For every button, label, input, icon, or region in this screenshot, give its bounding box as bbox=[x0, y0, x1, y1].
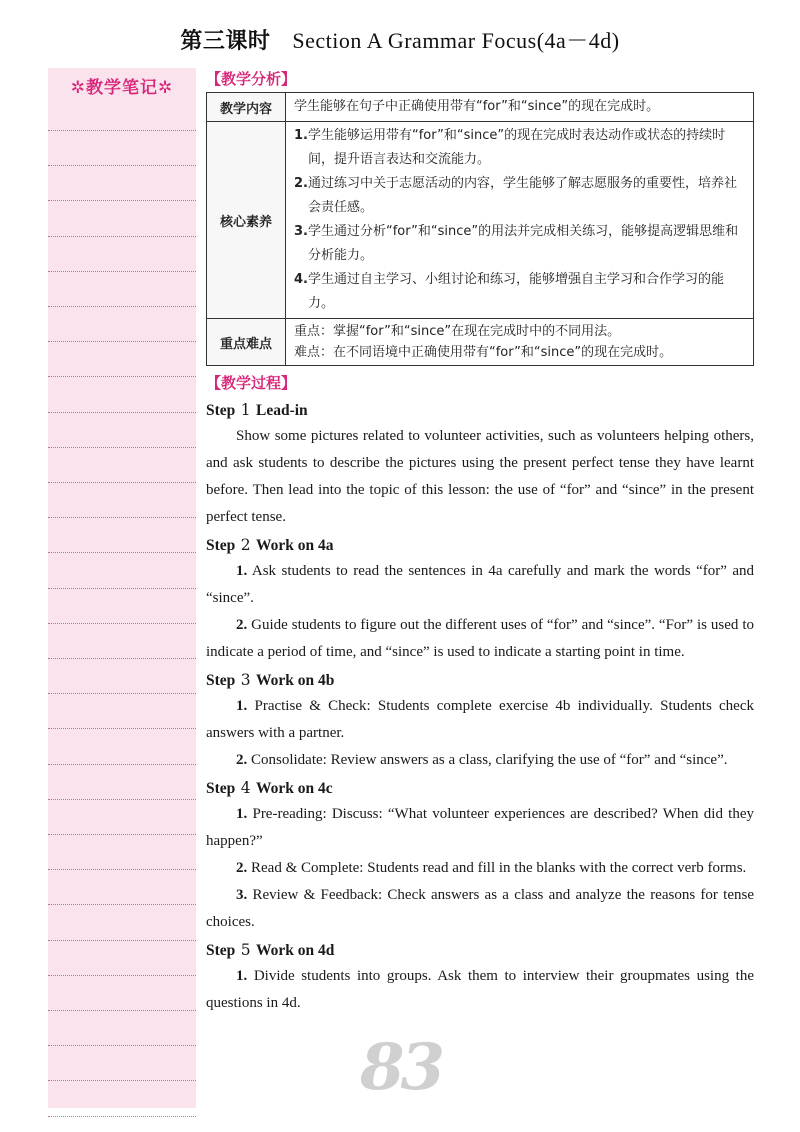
notes-line bbox=[48, 940, 196, 941]
paragraph-number: 3. bbox=[236, 887, 248, 903]
step-name: Work on 4a bbox=[255, 537, 334, 554]
notes-line bbox=[48, 728, 196, 729]
key-point: 重点：掌握“for”和“since”在现在完成时中的不同用法。 bbox=[294, 324, 621, 339]
paragraph-number: 1. bbox=[236, 698, 248, 714]
page-number: 83 bbox=[360, 1030, 442, 1105]
step-word: Step bbox=[206, 780, 236, 797]
notes-line bbox=[48, 799, 196, 800]
step-name: Lead-in bbox=[255, 402, 308, 419]
paragraph-number: 2. bbox=[236, 617, 248, 633]
notes-line bbox=[48, 200, 196, 201]
notes-line bbox=[48, 482, 196, 483]
notes-line bbox=[48, 904, 196, 905]
core-item-text: 学生通过分析“for”和“since”的用法并完成相关练习，能够提高逻辑思维和分析能力。 bbox=[308, 224, 739, 263]
step-number: 5 bbox=[240, 941, 251, 959]
notes-line bbox=[48, 165, 196, 166]
step-paragraph bbox=[206, 801, 754, 855]
notes-line bbox=[48, 975, 196, 976]
step-name: Work on 4b bbox=[255, 672, 335, 689]
step-number: 3 bbox=[240, 671, 251, 689]
core-item-text: 学生通过自主学习、小组讨论和练习，能够增强自主学习和合作学习的能力。 bbox=[308, 272, 725, 311]
paragraph-text: Divide students into groups. Ask them to interview their groupmates using the questions in 4d. bbox=[206, 968, 754, 1011]
paragraph-text: Show some pictures related to volunteer activities, such as volunteers helping others, and ask students to describe the pictures using the present perfect tense they have learnt before. Then lead into the topic of this lesson: the use of “for” and “since” in the present perfect tense. bbox=[206, 428, 754, 525]
step-paragraph bbox=[206, 693, 754, 747]
step-word: Step bbox=[206, 537, 236, 554]
step-word: Step bbox=[206, 672, 236, 689]
paragraph-number: 1. bbox=[236, 968, 248, 984]
step-paragraph bbox=[206, 558, 754, 612]
notes-line bbox=[48, 341, 196, 342]
core-item bbox=[294, 220, 747, 268]
core-item bbox=[294, 124, 747, 172]
step-paragraph bbox=[206, 963, 754, 1017]
step-paragraph bbox=[206, 747, 754, 774]
step-name: Work on 4c bbox=[255, 780, 333, 797]
notes-line bbox=[48, 271, 196, 272]
notes-sidebar bbox=[48, 68, 196, 1108]
notes-line bbox=[48, 447, 196, 448]
step-paragraph bbox=[206, 423, 754, 531]
step-number: 4 bbox=[240, 779, 251, 797]
notes-line bbox=[48, 412, 196, 413]
step-title bbox=[206, 396, 754, 423]
notes-line bbox=[48, 1010, 196, 1011]
notes-line bbox=[48, 588, 196, 589]
core-item-number: 2. bbox=[294, 176, 308, 191]
content-text: 学生能够在句子中正确使用带有“for”和“since”的现在完成时。 bbox=[286, 93, 754, 122]
difficult-point: 难点：在不同语境中正确使用带有“for”和“since”的现在完成时。 bbox=[294, 345, 673, 360]
paragraph-text: Review & Feedback: Check answers as a class and analyze the reasons for tense choices. bbox=[206, 887, 754, 930]
core-item-text: 通过练习中关于志愿活动的内容，学生能够了解志愿服务的重要性，培养社会责任感。 bbox=[308, 176, 738, 215]
step-word: Step bbox=[206, 942, 236, 959]
key-head: 重点难点 bbox=[207, 319, 286, 366]
notes-line bbox=[48, 623, 196, 624]
notes-line bbox=[48, 376, 196, 377]
steps-list bbox=[206, 396, 754, 1017]
core-head: 核心素养 bbox=[207, 122, 286, 319]
notes-line bbox=[48, 869, 196, 870]
step-title bbox=[206, 936, 754, 963]
step-number: 2 bbox=[240, 536, 251, 554]
notes-line bbox=[48, 834, 196, 835]
core-item bbox=[294, 268, 747, 316]
teaching-process bbox=[206, 372, 754, 1017]
notes-line bbox=[48, 130, 196, 131]
notes-line bbox=[48, 517, 196, 518]
step-title bbox=[206, 531, 754, 558]
notes-line bbox=[48, 693, 196, 694]
paragraph-text: Pre-reading: Discuss: “What volunteer experiences are described? When did they happen?” bbox=[206, 806, 754, 849]
notes-line bbox=[48, 764, 196, 765]
core-item-number: 4. bbox=[294, 272, 308, 287]
paragraph-text: Consolidate: Review answers as a class, clarifying the use of “for” and “since”. bbox=[247, 752, 728, 768]
notes-heading: ✲教学笔记✲ bbox=[70, 78, 174, 98]
notes-line bbox=[48, 552, 196, 553]
content-head: 教学内容 bbox=[207, 93, 286, 122]
notes-line bbox=[48, 1080, 196, 1081]
paragraph-text: Ask students to read the sentences in 4a carefully and mark the words “for” and “since”. bbox=[206, 563, 754, 606]
paragraph-number: 2. bbox=[236, 860, 248, 876]
core-item-number: 1. bbox=[294, 128, 308, 143]
notes-line bbox=[48, 306, 196, 307]
notes-line bbox=[48, 658, 196, 659]
process-label: 【教学过程】 bbox=[206, 374, 297, 392]
notes-line bbox=[48, 1045, 196, 1046]
paragraph-text: Guide students to figure out the different uses of “for” and “since”. “For” is used to indicate a period of time, and “since” is used to indicate a starting point in time. bbox=[206, 617, 754, 660]
notes-line bbox=[48, 236, 196, 237]
page-title bbox=[0, 24, 800, 55]
step-number: 1 bbox=[240, 401, 251, 419]
core-item-number: 3. bbox=[294, 224, 308, 239]
step-name: Work on 4d bbox=[255, 942, 335, 959]
main-content bbox=[206, 68, 754, 1017]
analysis-table bbox=[206, 92, 754, 366]
notes-line bbox=[48, 1116, 196, 1117]
section-title: Section A Grammar Focus(4a－4d) bbox=[292, 28, 620, 53]
paragraph-text: Read & Complete: Students read and fill in the blanks with the correct verb forms. bbox=[247, 860, 747, 876]
paragraph-number: 1. bbox=[236, 563, 248, 579]
step-word: Step bbox=[206, 402, 236, 419]
analysis-label: 【教学分析】 bbox=[206, 70, 297, 88]
paragraph-number: 2. bbox=[236, 752, 248, 768]
content-row bbox=[207, 93, 754, 122]
core-items bbox=[286, 122, 754, 319]
step-paragraph bbox=[206, 612, 754, 666]
paragraph-number: 1. bbox=[236, 806, 248, 822]
core-item-text: 学生能够运用带有“for”和“since”的现在完成时表达动作或状态的持续时间，提升语言表达和交流能力。 bbox=[308, 128, 726, 167]
core-row bbox=[207, 122, 754, 319]
key-points bbox=[286, 319, 754, 366]
step-title bbox=[206, 666, 754, 693]
step-title bbox=[206, 774, 754, 801]
core-item bbox=[294, 172, 747, 220]
lesson-label: 第三课时 bbox=[180, 29, 271, 54]
paragraph-text: Practise & Check: Students complete exercise 4b individually. Students check answers with a partner. bbox=[206, 698, 754, 741]
step-paragraph bbox=[206, 882, 754, 936]
step-paragraph bbox=[206, 855, 754, 882]
key-row bbox=[207, 319, 754, 366]
